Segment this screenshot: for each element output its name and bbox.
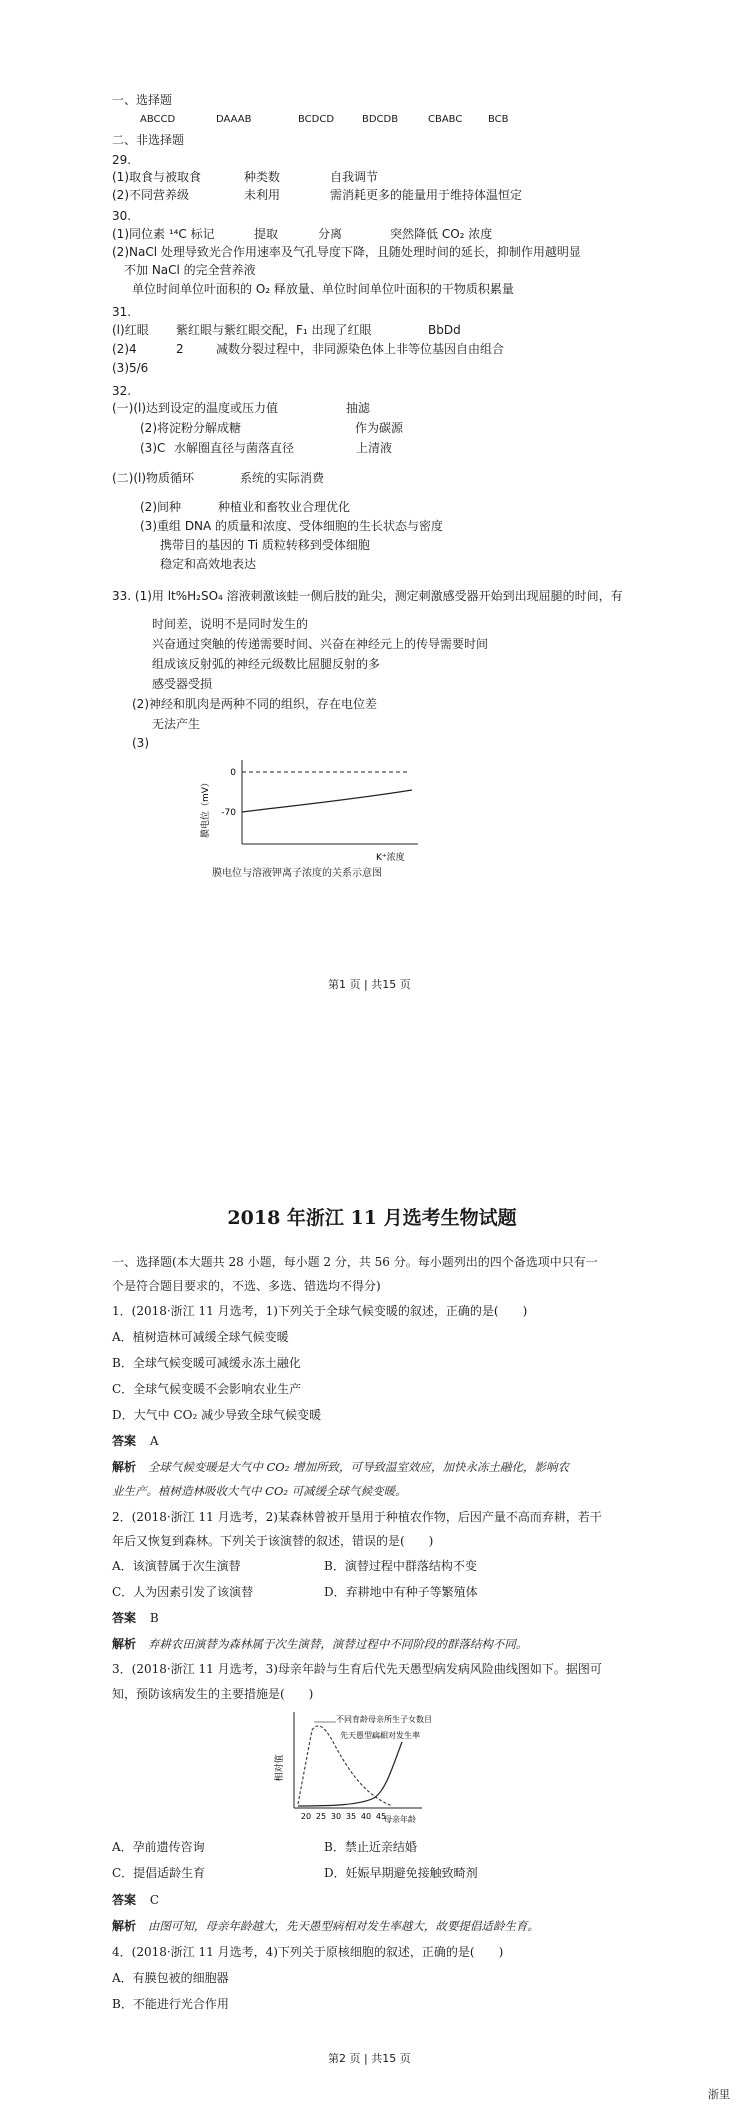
answer-text: (2)间种 xyxy=(140,500,181,514)
q33-line-6: (2)神经和肌肉是两种不同的组织，存在电位差 xyxy=(132,697,377,711)
q1-option-d: D．大气中 CO₂ 减少导致全球气候变暖 xyxy=(112,1408,322,1422)
answer-text: 上清液 xyxy=(356,441,393,455)
q1-explanation-1 xyxy=(112,1459,569,1475)
answer-text: (二)(l)物质循环 xyxy=(112,471,195,485)
potential-curve xyxy=(242,790,412,812)
y-axis-label: 膜电位（mV） xyxy=(201,778,211,838)
q4-option-b: B．不能进行光合作用 xyxy=(112,1997,229,2011)
answer-text: (一)(l)达到设定的温度或压力值 xyxy=(112,401,279,415)
q29-line-2 xyxy=(112,187,523,203)
answer-text: 系统的实际消费 xyxy=(240,471,325,485)
explanation-text: 由图可知，母亲年龄越大，先天愚型病相对发生率越大，故要提倡适龄生育。 xyxy=(147,1919,539,1933)
q32-number: 32. xyxy=(112,384,132,398)
q29-line-1 xyxy=(112,169,379,185)
intro-line-2: 个是符合题目要求的，不选、多选、错选均不得分) xyxy=(112,1279,381,1293)
x-axis-label: 母亲年龄 xyxy=(384,1815,416,1824)
q1-answer xyxy=(112,1433,159,1449)
q31-line-1 xyxy=(112,322,461,338)
answer-text: (2)不同营养级 xyxy=(112,188,189,202)
q31-line-3: (3)5/6 xyxy=(112,361,149,375)
answer-text: (1)取食与被取食 xyxy=(112,170,201,184)
answer-text: (l)红眼 xyxy=(112,323,149,337)
y-tick-neg70: -70 xyxy=(221,808,236,818)
y-tick-0: 0 xyxy=(230,768,236,778)
q33-line-8: (3) xyxy=(132,736,149,750)
q33-line-7: 无法产生 xyxy=(152,717,201,731)
q33-line-5: 感受器受损 xyxy=(152,677,213,691)
answer-text: (1)同位素 ¹⁴C 标记 xyxy=(112,227,215,241)
x-tick-label: 20 xyxy=(300,1812,312,1821)
intro-line-1: 一、选择题(本大题共 28 小题，每小题 2 分，共 56 分。每小题列出的四个备选项中只有一 xyxy=(112,1255,598,1269)
q29-number: 29. xyxy=(112,153,132,167)
answer-text: 提取 xyxy=(254,227,279,241)
q1-option-c: C．全球气候变暖不会影响农业生产 xyxy=(112,1382,302,1396)
answer-text: 2 xyxy=(176,342,184,356)
q4-stem: 4．(2018·浙江 11 月选考，4)下列关于原核细胞的叙述，正确的是( ) xyxy=(112,1945,504,1959)
incidence-curve xyxy=(298,1742,402,1806)
q3-stem-1: 3．(2018·浙江 11 月选考，3)母亲年龄与生育后代先天愚型病发病风险曲线图如下。据图可 xyxy=(112,1662,602,1676)
explanation-label: 解析 xyxy=(112,1460,137,1474)
q33-line-3: 兴奋通过突触的传递需要时间、兴奋在神经元上的传导需要时间 xyxy=(152,637,489,651)
q31-line-2 xyxy=(112,341,505,357)
explanation-text: 全球气候变暖是大气中 CO₂ 增加所致，可导致温室效应，加快永冻土融化，影响农 xyxy=(147,1460,569,1474)
page-footer: 第2 页 | 共15 页 xyxy=(328,2052,411,2065)
answer-text: (2)将淀粉分解成糖 xyxy=(140,421,241,435)
answer-text: 作为碳源 xyxy=(355,421,404,435)
explanation-label: 解析 xyxy=(112,1637,137,1651)
q3-option-d: D．妊娠早期避免接触致畸剂 xyxy=(324,1866,478,1880)
q33-line-2: 时间差，说明不是同时发生的 xyxy=(152,617,309,631)
q32-b-line-1 xyxy=(112,470,325,486)
answer-label: 答案 xyxy=(112,1893,137,1907)
q2-explanation xyxy=(112,1636,527,1652)
q2-option-d: D．弃耕地中有种子等繁殖体 xyxy=(324,1585,478,1599)
q2-option-a: A．该演替属于次生演替 xyxy=(112,1559,241,1573)
x-tick-label: 25 xyxy=(315,1812,327,1821)
answer-text: 分离 xyxy=(318,227,343,241)
q2-stem-2: 年后又恢复到森林。下列关于该演替的叙述，错误的是( ) xyxy=(112,1534,434,1548)
x-tick-label: 45 xyxy=(375,1812,387,1821)
x-ticks xyxy=(301,1812,386,1821)
q3-answer xyxy=(112,1892,159,1908)
corner-mark: 浙里 xyxy=(708,2088,730,2101)
answer-label: 答案 xyxy=(112,1611,137,1625)
q2-stem-1: 2．(2018·浙江 11 月选考，2)某森林曾被开垦用于种植农作物，后因产量不高而弃耕，若干 xyxy=(112,1510,602,1524)
q3-option-b: B．禁止近亲结婚 xyxy=(324,1840,417,1854)
membrane-potential-graph xyxy=(200,752,430,864)
answer-text: 种类数 xyxy=(244,170,281,184)
answer-group: ABCCD xyxy=(140,114,176,125)
section-choice-heading: 一、选择题 xyxy=(112,93,173,107)
q31-number: 31. xyxy=(112,305,132,319)
q4-option-a: A．有膜包被的细胞器 xyxy=(112,1971,229,1985)
legend-incidence: 先天愚型病相对发生率 xyxy=(340,1731,420,1740)
q32-b-line-5: 稳定和高效地表达 xyxy=(160,557,257,571)
answer-text: (3)C xyxy=(140,441,166,455)
choice-answers xyxy=(140,112,509,128)
q30-number: 30. xyxy=(112,209,132,223)
answer-value: A xyxy=(149,1434,159,1448)
x-tick-label: 40 xyxy=(360,1812,372,1821)
q3-explanation xyxy=(112,1918,539,1934)
explanation-label: 解析 xyxy=(112,1919,137,1933)
q1-option-b: B．全球气候变暖可减缓永冻土融化 xyxy=(112,1356,301,1370)
answer-text: 减数分裂过程中，非同源染色体上非等位基因自由组合 xyxy=(216,342,505,356)
q30-line-4: 单位时间单位叶面积的 O₂ 释放量、单位时间单位叶面积的干物质积累量 xyxy=(132,282,514,296)
q30-line-3: 不加 NaCl 的完全营养液 xyxy=(124,263,256,277)
answer-text: 未利用 xyxy=(244,188,281,202)
q33-line-4: 组成该反射弧的神经元级数比屈腿反射的多 xyxy=(152,657,381,671)
q33-line-1: 33. (1)用 lt%H₂SO₄ 溶液刺激该蛙一侧后肢的趾尖，测定刺激感受器开始到出现屈腿的时间，有 xyxy=(112,589,623,603)
answer-text: (2)4 xyxy=(112,342,137,356)
q32-b-line-4: 携带目的基因的 Ti 质粒转移到受体细胞 xyxy=(160,538,370,552)
answer-value: B xyxy=(149,1611,159,1625)
answer-group: BDCDB xyxy=(362,114,399,125)
x-axis-label: K⁺浓度 xyxy=(376,853,405,863)
q3-option-a: A．孕前遗传咨询 xyxy=(112,1840,205,1854)
answer-text: 自我调节 xyxy=(330,170,379,184)
q32-a-line-3 xyxy=(140,440,393,456)
answer-text: 抽滤 xyxy=(346,401,371,415)
answer-group: BCB xyxy=(488,114,509,125)
q32-a-line-1 xyxy=(112,400,371,416)
q32-b-line-2 xyxy=(140,499,351,515)
q32-b-line-3: (3)重组 DNA 的质量和浓度、受体细胞的生长状态与密度 xyxy=(140,519,444,533)
q3-stem-2: 知，预防该病发生的主要措施是( ) xyxy=(112,1687,314,1701)
x-tick-label: 35 xyxy=(345,1812,357,1821)
answer-group: BCDCD xyxy=(298,114,335,125)
legend-births: 不同育龄母亲所生子女数目 xyxy=(336,1715,432,1724)
answer-group: CBABC xyxy=(428,114,463,125)
section-nonchoice-heading: 二、非选择题 xyxy=(112,133,185,147)
answer-text: 种植业和畜牧业合理优化 xyxy=(218,500,351,514)
q3-option-c: C．提倡适龄生育 xyxy=(112,1866,206,1880)
page-title: 2018 年浙江 11 月选考生物试题 xyxy=(227,1207,517,1229)
maternal-age-graph xyxy=(272,1708,472,1828)
q30-line-2: (2)NaCl 处理导致光合作用速率及气孔导度下降，且随处理时间的延长，抑制作用越明显 xyxy=(112,245,581,259)
answer-text: BbDd xyxy=(428,323,461,337)
answer-group: DAAAB xyxy=(216,114,252,125)
x-tick-label: 30 xyxy=(330,1812,342,1821)
q1-explanation-2: 业生产。植树造林吸收大气中 CO₂ 可减缓全球气候变暖。 xyxy=(112,1484,407,1498)
answer-value: C xyxy=(149,1893,160,1907)
page-footer: 第1 页 | 共15 页 xyxy=(328,978,411,991)
answer-text: 突然降低 CO₂ 浓度 xyxy=(390,227,493,241)
answer-text: 需消耗更多的能量用于维持体温恒定 xyxy=(330,188,523,202)
answer-text: 水解圈直径与菌落直径 xyxy=(174,441,295,455)
answer-text: 紫红眼与紫红眼交配，F₁ 出现了红眼 xyxy=(176,323,372,337)
graph-caption: 膜电位与溶液钾离子浓度的关系示意图 xyxy=(212,868,382,879)
q30-line-1 xyxy=(112,226,493,242)
q2-answer xyxy=(112,1610,159,1626)
q2-option-b: B．演替过程中群落结构不变 xyxy=(324,1559,477,1573)
explanation-text: 弃耕农田演替为森林属于次生演替，演替过程中不同阶段的群落结构不同。 xyxy=(147,1637,528,1651)
y-axis-label: 相对值 xyxy=(275,1754,285,1782)
q2-option-c: C．人为因素引发了该演替 xyxy=(112,1585,254,1599)
q1-option-a: A．植树造林可减缓全球气候变暖 xyxy=(112,1330,289,1344)
q32-a-line-2 xyxy=(140,420,404,436)
answer-label: 答案 xyxy=(112,1434,137,1448)
q1-stem: 1．(2018·浙江 11 月选考，1)下列关于全球气候变暖的叙述，正确的是( ) xyxy=(112,1304,528,1318)
